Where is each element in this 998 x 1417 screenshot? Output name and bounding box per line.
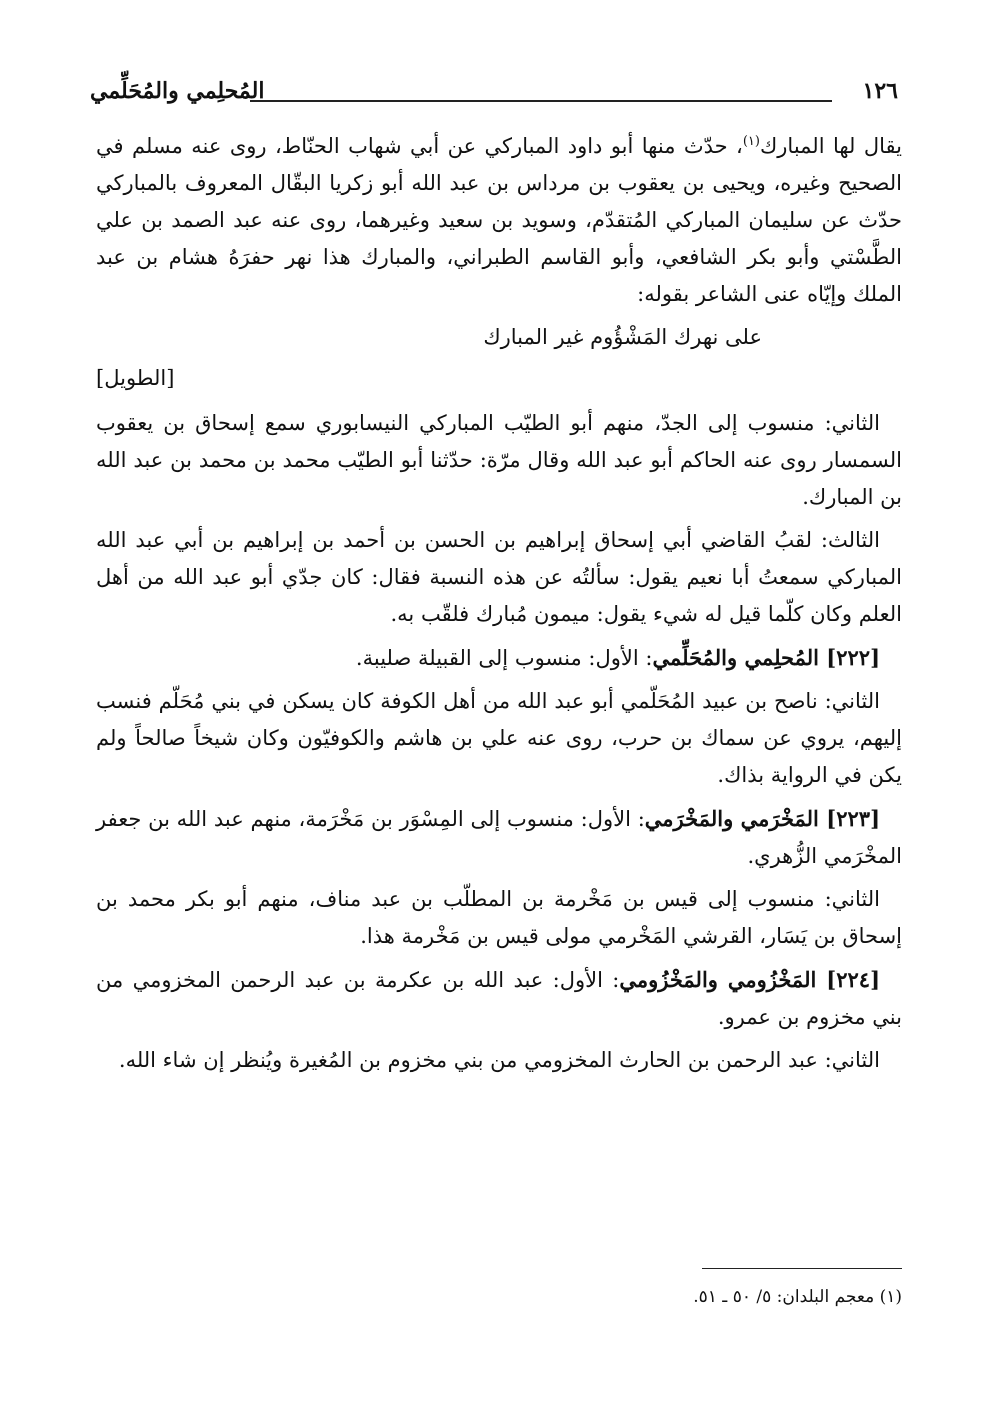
entry-223-text: : الأول: منسوب إلى المِسْوَر بن مَخْرَمة، منهم عبد الله بن جعفر المخْرَمي الزُّهري. — [96, 807, 902, 868]
footnote-rule — [702, 1268, 902, 1269]
entry-224 — [96, 961, 902, 1036]
paragraph-1 — [96, 128, 902, 313]
entry-223 — [96, 800, 902, 875]
paragraph-6: الثاني: عبد الرحمن بن الحارث المخزومي من بني مخزوم بن المُغيرة ويُنظر إن شاء الله. — [118, 1048, 880, 1072]
paragraph-1-rest: ، حدّث منها أبو داود المباركي عن أبي شهاب الحنّاط، روى عنه مسلم في الصحيح وغيره، ويحيى بن يعقوب بن مرداس بن عبد الله أبو زكريا البقّال المعروف بالمباركي حدّث عن سليمان المباركي المُتقدّم، وسويد بن سعيد وغيرهما، روى عنه عبد الصمد بن علي الطَّسْتي وأبو بكر الشافعي، وأبو القاسم الطبراني، والمبارك هذا نهر حفرَهُ هشام بن عبد الملك وإيّاه عنى الشاعر بقوله: — [96, 134, 902, 306]
entry-224-heading: [٢٢٤] المَخْزُومي والمَخْزُومي — [619, 967, 880, 992]
verse-line: على نهرك المَشْؤُوم غير المبارك — [483, 325, 762, 349]
poetic-meter: [الطويل] — [96, 366, 175, 390]
page-number: ١٢٦ — [862, 78, 898, 104]
paragraph-3: الثالث: لقبُ القاضي أبي إسحاق إبراهيم بن الحسن بن أحمد بن إبراهيم بن أبي عبد الله المباركي سمعتُ أبا نعيم يقول: سألتُه عن هذه النسبة فقال: كان جدّي أبو عبد الله من أهل العلم وكان كلّما قيل له شيء يقول: ميمون مُبارك فلقّب به. — [96, 528, 902, 626]
entry-223-heading: [٢٢٣] المَخْرَمي والمَخْرَمي — [644, 806, 880, 831]
entry-222-heading: [٢٢٢] المُحلِمي والمُحَلِّمي — [652, 645, 880, 670]
paragraph-5: الثاني: منسوب إلى قيس بن مَخْرمة بن المطلّب بن عبد مناف، منهم أبو بكر محمد بن إسحاق بن يَسَار، القرشي المَخْرمي مولى قيس بن مَخْرمة هذا. — [96, 887, 902, 948]
paragraph-2: الثاني: منسوب إلى الجدّ، منهم أبو الطيّب المباركي النيسابوري سمع إسحاق بن يعقوب السمسار روى عنه الحاكم أبو عبد الله وقال مرّة: حدّثنا أبو الطيّب محمد بن محمد بن عبد الله بن المبارك. — [96, 411, 902, 509]
paragraph-1-start: يقال لها المبارك — [759, 134, 902, 158]
running-title: المُحلِمي والمُحَلِّمي — [90, 78, 265, 104]
entry-224-text: : الأول: عبد الله بن عكرمة بن عبد الرحمن المخزومي من بني مخزوم بن عمرو. — [96, 968, 902, 1029]
entry-222-text: : الأول: منسوب إلى القبيلة صليبة. — [355, 646, 653, 670]
running-head — [90, 78, 898, 112]
paragraph-4: الثاني: ناصح بن عبيد المُحَلّمي أبو عبد الله من أهل الكوفة كان يسكن في بني مُحَلّم فنسب إليهم، يروي عن سماك بن حرب، روى عنه علي بن هاشم والكوفيّون وكان شيخاً صالحاً ولم يكن في الرواية بذاك. — [96, 689, 902, 787]
footnote: (١) معجم البلدان: ٥/ ٥٠ ـ ٥١. — [693, 1287, 902, 1307]
main-text — [96, 128, 902, 1085]
footnote-ref-1[interactable]: (١) — [742, 134, 760, 149]
header-rule — [250, 100, 832, 102]
entry-222 — [96, 639, 902, 677]
